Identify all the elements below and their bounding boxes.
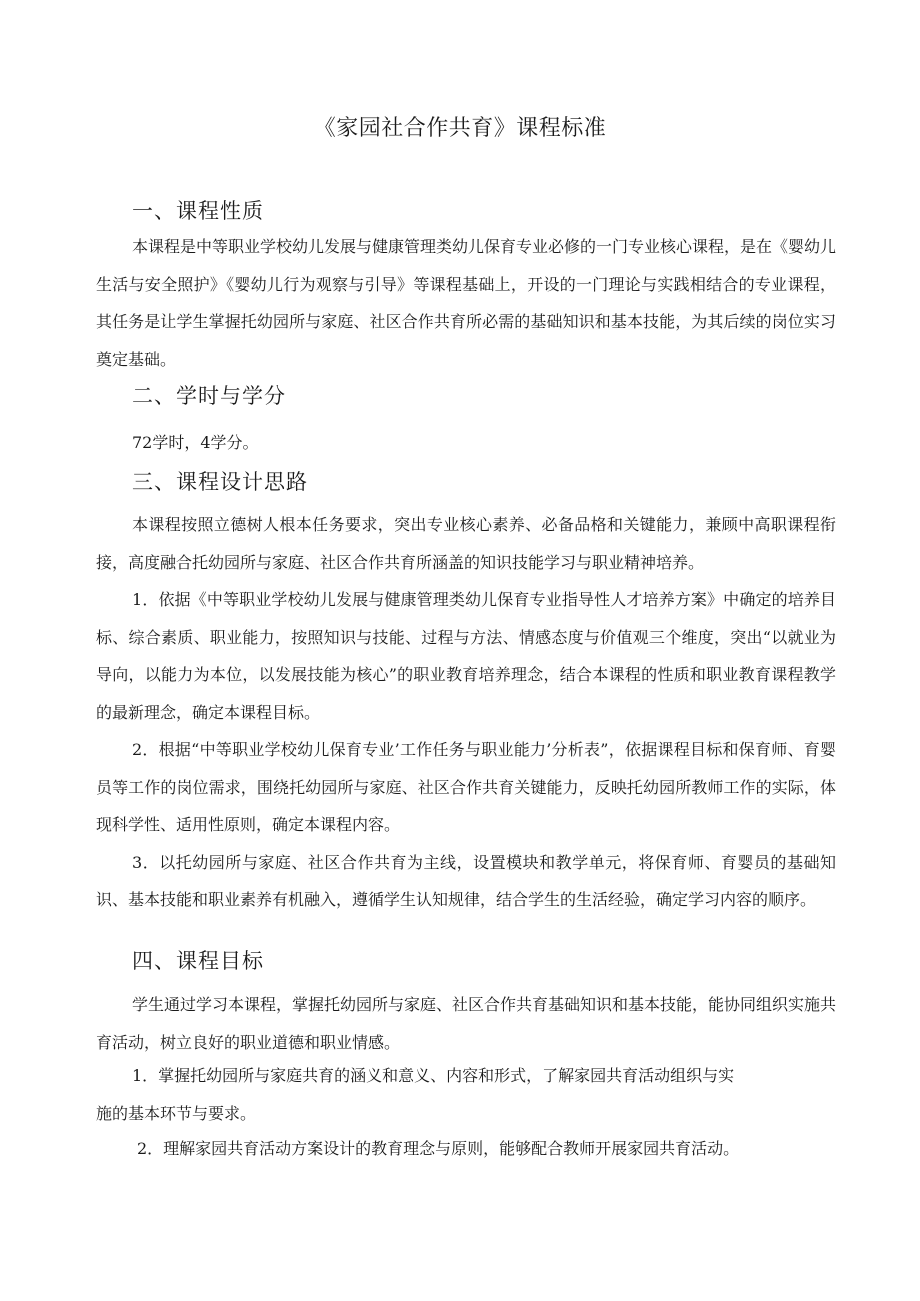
section-heading-goals: 四、课程目标 (132, 949, 264, 973)
goal-item-2: 2．理解家园共育活动方案设计的教育理念与原则，能够配合教师开展家园共育活动。 (137, 1139, 740, 1158)
section-body-nature (96, 228, 836, 378)
section-body-hours (96, 424, 836, 462)
list-item: 1．依据《中等职业学校幼儿发展与健康管理类幼儿保育专业指导性人才培养方案》中确定的培养目标、综合素质、职业能力，按照知识与技能、过程与方法、情感态度与价值观三个维度，突出“以就业为导向，以能力为本位，以发展技能为核心”的职业教育培养理念，结合本课程的性质和职业教育课程教学的最新理念，确定本课程目标。 (96, 590, 836, 722)
goal-item-1-line-1: 1．掌握托幼园所与家庭共育的涵义和意义、内容和形式，了解家园共育活动组织与实 (132, 1066, 735, 1085)
section-body-design (96, 506, 836, 919)
paragraph: 72学时，4学分。 (132, 433, 259, 452)
page-title: 《家园社合作共育》课程标准 (313, 116, 607, 141)
section-body-goals (96, 986, 836, 1061)
list-item: 2．根据“中等职业学校幼儿保育专业’工作任务与职业能力’分析表”，依据课程目标和保育师、育婴员等工作的岗位需求，围绕托幼园所与家庭、社区合作共育关键能力，反映托幼园所教师工作的实际，体现科学性、适用性原则，确定本课程内容。 (96, 740, 836, 834)
section-heading-design: 三、课程设计思路 (132, 470, 308, 494)
section-heading-nature: 一、课程性质 (132, 199, 264, 223)
paragraph: 本课程按照立德树人根本任务要求，突出专业核心素养、必备品格和关键能力，兼顾中高职课程衔接，高度融合托幼园所与家庭、社区合作共育所涵盖的知识技能学习与职业精神培养。 (96, 515, 836, 572)
paragraph: 学生通过学习本课程，掌握托幼园所与家庭、社区合作共育基础知识和基本技能，能协同组织实施共育活动，树立良好的职业道德和职业情感。 (96, 995, 837, 1052)
list-item: 3．以托幼园所与家庭、社区合作共育为主线，设置模块和教学单元，将保育师、育婴员的基础知识、基本技能和职业素养有机融入，遵循学生认知规律，结合学生的生活经验，确定学习内容的顺序。 (96, 852, 836, 909)
section-heading-hours: 二、学时与学分 (132, 384, 286, 408)
paragraph: 本课程是中等职业学校幼儿发展与健康管理类幼儿保育专业必修的一门专业核心课程，是在《婴幼儿生活与安全照护》《婴幼儿行为观察与引导》等课程基础上，开设的一门理论与实践相结合的专业课程，其任务是让学生掌握托幼园所与家庭、社区合作共育所必需的基础知识和基本技能，为其后续的岗位实习奠定基础。 (96, 237, 837, 369)
goal-item-1-line-2: 施的基本环节与要求。 (96, 1104, 257, 1123)
